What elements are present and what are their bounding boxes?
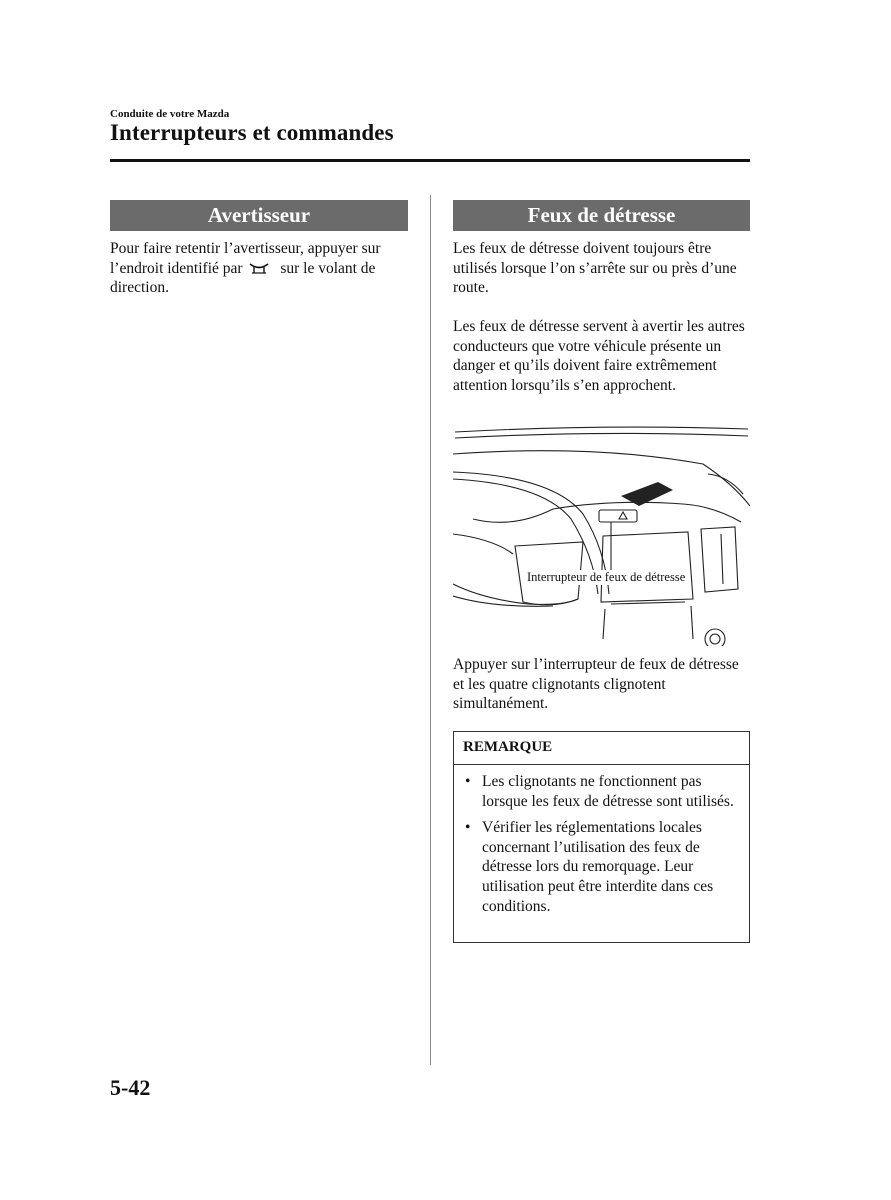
horn-icon <box>248 262 270 274</box>
header-rule <box>110 159 750 162</box>
note-item-text: Les clignotants ne fonctionnent pas lorsque les feux de détresse sont utilisés. <box>482 773 734 810</box>
heading-avertisseur: Avertisseur <box>110 200 408 231</box>
horn-paragraph-start: Pour faire retentir l’avertisseur, appuyer sur l’endroit identifié par <box>110 240 381 277</box>
bullet-icon: • <box>465 819 471 837</box>
note-box <box>453 731 750 943</box>
note-title: REMARQUE <box>463 739 553 755</box>
hazard-paragraph-3: Appuyer sur l’interrupteur de feux de détresse et les quatre clignotants clignotent simultanément. <box>453 656 739 713</box>
hazard-paragraph-2: Les feux de détresse servent à avertir les autres conducteurs que votre véhicule présente un danger et qu’ils doivent faire extrêmement attention lorsqu’ils s’en approchent. <box>453 318 745 394</box>
note-item <box>462 818 747 916</box>
section-subtitle: Conduite de votre Mazda <box>110 108 230 120</box>
note-item <box>462 772 747 811</box>
horn-paragraph <box>110 239 410 298</box>
section-title: Interrupteurs et commandes <box>110 120 394 145</box>
page-number: 5-42 <box>110 1075 151 1100</box>
note-item-text: Vérifier les réglementations locales concernant l’utilisation des feux de détresse lors du remorquage. Leur utilisation peut être interdite dans ces conditions. <box>482 819 714 915</box>
horn-paragraph-end: sur le volant de direction. <box>110 259 376 297</box>
bullet-icon: • <box>465 773 471 790</box>
hazard-paragraph-1: Les feux de détresse doivent toujours être utilisés lorsque l’on s’arrête sur ou près d’une route. <box>453 240 737 297</box>
hazard-switch-callout: Interrupteur de feux de détresse <box>527 570 686 584</box>
dashboard-illustration <box>453 424 750 646</box>
note-list <box>462 772 747 923</box>
note-header <box>454 732 749 765</box>
column-divider <box>430 195 431 1065</box>
heading-feux-de-detresse: Feux de détresse <box>453 200 750 231</box>
